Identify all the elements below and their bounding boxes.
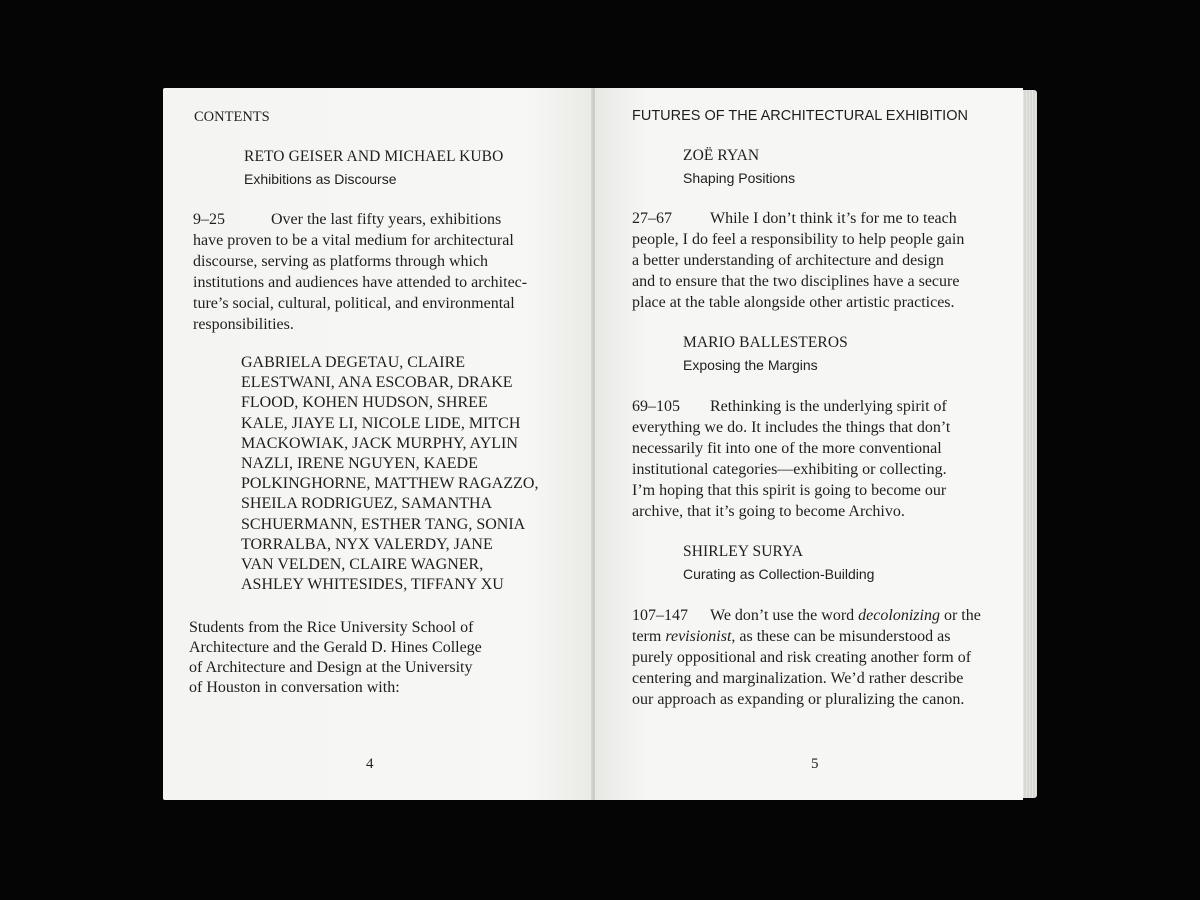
entry-excerpt: 27–67 While I don’t think it’s for me to teach people, I do feel a responsibility to help people gain a better understanding of architecture and design and to ensure that the two disciplines have a secure place at the table alongside other artistic practices. bbox=[632, 210, 965, 311]
page-range: 27–67 bbox=[632, 210, 672, 227]
entry-title: Exhibitions as Discourse bbox=[244, 171, 397, 187]
page-range: 9–25 bbox=[193, 211, 225, 228]
running-head-left: CONTENTS bbox=[194, 109, 270, 125]
page-number-left: 4 bbox=[366, 756, 374, 772]
student-names: GABRIELA DEGETAU, CLAIRE ELESTWANI, ANA ESCOBAR, DRAKE FLOOD, KOHEN HUDSON, SHREE KALE, JIAYE LI, NICOLE LIDE, MITCH MACKOWIAK, JACK MURPHY, AYLIN NAZLI, IRENE NGUYEN, KAEDE POLKINGHORNE, MATTHEW RAGAZZO, SHEILA RODRIGUEZ, SAMANTHA SCHUERMANN, ESTHER TANG, SONIA TORRALBA, NYX VALERDY, JANE VAN VELDEN, CLAIRE WAGNER, ASHLEY WHITESIDES, TIFFANY XU bbox=[241, 354, 539, 594]
entry-excerpt: 69–105 Rethinking is the underlying spirit of everything we do. It includes the things that don’t necessarily fit into one of the more conventional institutional categories—exhibiting or collecting. I’m hoping that this spirit is going to become our archive, that it’s going to become Archivo. bbox=[632, 398, 951, 520]
entry-author: RETO GEISER AND MICHAEL KUBO bbox=[244, 148, 504, 165]
left-page bbox=[163, 88, 593, 800]
entry-title: Curating as Collection-Building bbox=[683, 566, 875, 582]
open-book bbox=[163, 88, 1037, 801]
page-range: 107–147 bbox=[632, 607, 688, 624]
entry-author: SHIRLEY SURYA bbox=[683, 543, 804, 560]
page-number-right: 5 bbox=[811, 756, 819, 772]
entry-excerpt: 107–147 We don’t use the word decolonizing or the term revisionist, as these can be misunderstood as purely oppositional and risk creating another form of centering and marginalization. We’d rather describe our approach as expanding or pluralizing the canon. bbox=[632, 607, 981, 708]
running-head-right: FUTURES OF THE ARCHITECTURAL EXHIBITION bbox=[632, 108, 968, 124]
page-range: 69–105 bbox=[632, 398, 680, 415]
page-edges bbox=[1023, 90, 1037, 798]
entry-title: Shaping Positions bbox=[683, 170, 796, 186]
entry-author: ZOË RYAN bbox=[683, 147, 760, 164]
entry-title: Exposing the Margins bbox=[683, 357, 818, 373]
entry-excerpt: 9–25 Over the last fifty years, exhibitions have proven to be a vital medium for architectural discourse, serving as platforms through which institutions and audiences have attended to architec- ture’s social, cultural, political, and environmental responsibilities. bbox=[193, 211, 528, 333]
right-page bbox=[595, 88, 1023, 800]
entry-author: MARIO BALLESTEROS bbox=[683, 334, 848, 351]
students-paragraph: Students from the Rice University School of Architecture and the Gerald D. Hines College of Architecture and Design at the University of Houston in conversation with: bbox=[189, 619, 482, 696]
